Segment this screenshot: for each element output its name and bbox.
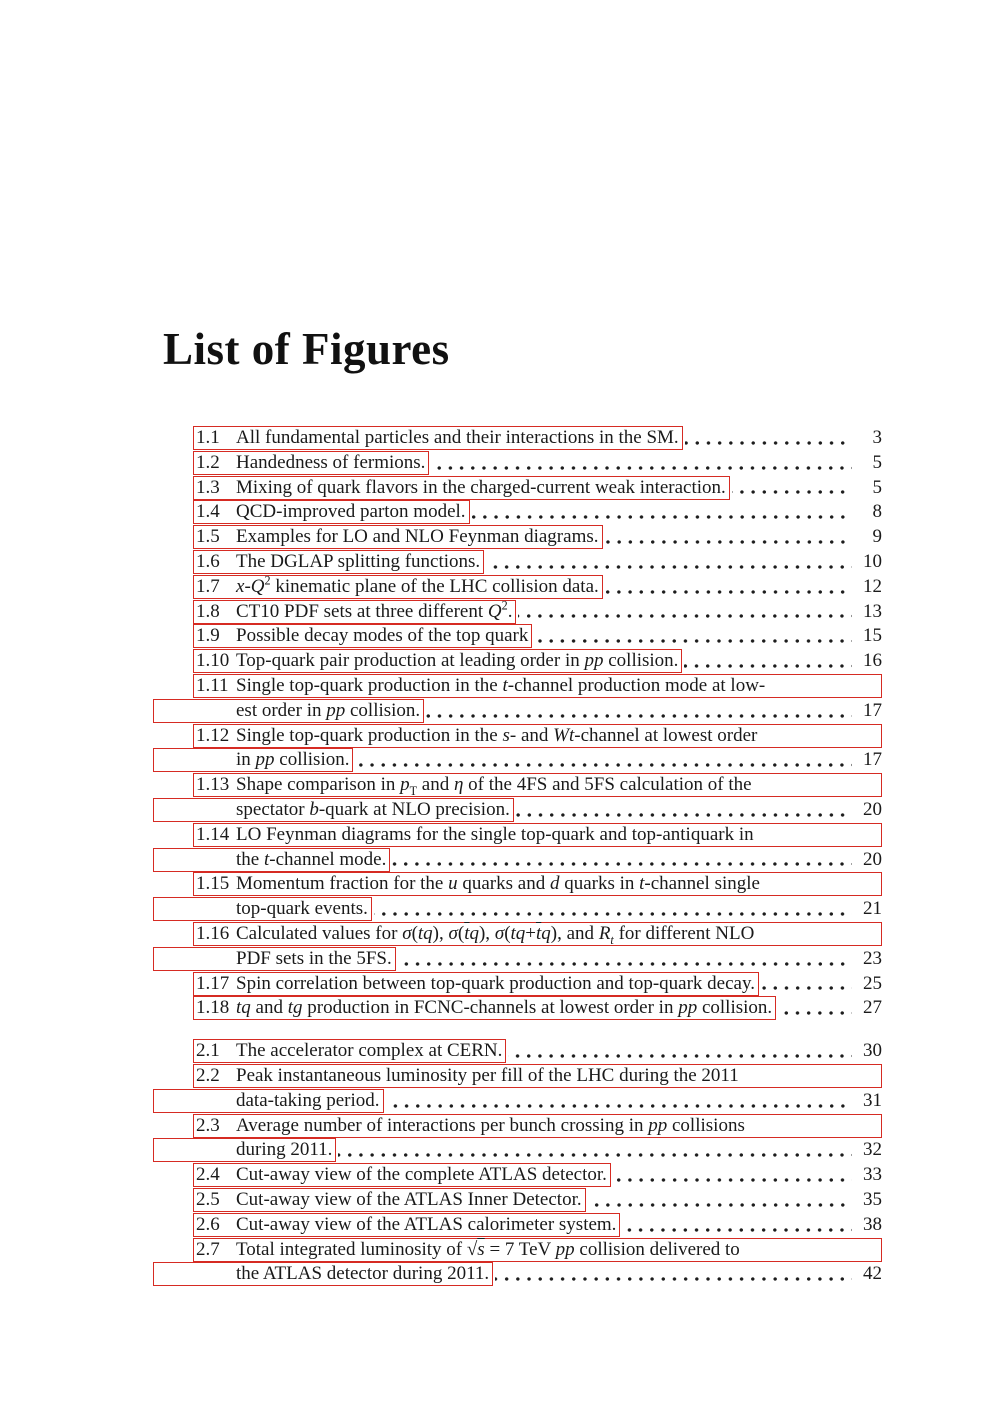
page-number: 3 [872, 427, 882, 448]
lof-entry-1-18-line1 [193, 996, 882, 1021]
figure-caption: the ATLAS detector during 2011. [236, 1263, 490, 1285]
figure-link-2-1[interactable] [193, 1039, 506, 1063]
page-number: 30 [863, 1040, 882, 1062]
page-number: 10 [863, 550, 882, 572]
figure-link-1-9[interactable] [193, 624, 532, 648]
dot-leader [426, 699, 852, 724]
figure-number: 1.6 [196, 550, 220, 572]
figure-caption: Cut-away view of the ATLAS Inner Detector. [236, 1188, 582, 1210]
figure-number: 2.3 [196, 1114, 220, 1136]
lof-entry-1-5-line1 [193, 525, 882, 550]
figure-number: 1.15 [196, 873, 230, 895]
dot-leader [472, 500, 852, 525]
lof-entry-1-17-line1 [193, 972, 882, 997]
list-of-figures [193, 426, 882, 1287]
page-number: 32 [863, 1139, 882, 1161]
figure-caption: Average number of interactions per bunch crossing in pp collisions [236, 1114, 745, 1136]
figure-number: 2.2 [196, 1064, 220, 1086]
figure-link-2-7-cont[interactable] [153, 1262, 493, 1286]
lof-entry-2-4-line1 [193, 1163, 882, 1188]
figure-link-1-16-cont[interactable] [153, 947, 396, 971]
figure-caption: during 2011. [236, 1139, 333, 1161]
dot-leader [588, 1188, 852, 1213]
figure-number: 1.13 [196, 774, 230, 796]
figure-caption: Examples for LO and NLO Feynman diagrams. [236, 526, 599, 548]
page-number: 8 [872, 501, 882, 523]
lof-entry-1-6-line1 [193, 550, 882, 575]
page-number: 25 [863, 972, 882, 994]
lof-entry-2-1-line1 [193, 1039, 882, 1064]
lof-entry-1-12-line2 [193, 748, 882, 773]
figure-link-1-8[interactable] [193, 600, 516, 624]
page-number: 17 [863, 699, 882, 721]
page-number: 17 [863, 749, 882, 771]
figure-link-2-6[interactable] [193, 1213, 620, 1237]
lof-entry-1-9-line1 [193, 624, 882, 649]
figure-link-2-3[interactable] [193, 1114, 882, 1138]
lof-entry-1-12-line1 [193, 724, 882, 749]
figure-number: 2.6 [196, 1213, 220, 1235]
figure-link-1-3[interactable] [193, 476, 730, 500]
page-number: 20 [863, 798, 882, 820]
figure-caption: Cut-away view of the ATLAS calorimeter system. [236, 1213, 617, 1235]
lof-entry-1-15-line1 [193, 872, 882, 897]
figure-caption: Spin correlation between top-quark production and top-quark decay. [236, 972, 755, 994]
dot-leader [605, 525, 853, 550]
figure-number: 1.17 [196, 972, 230, 994]
figure-caption: PDF sets in the 5FS. [236, 947, 392, 969]
dot-leader [392, 848, 852, 873]
lof-entry-1-10-line1 [193, 649, 882, 674]
figure-link-2-2-cont[interactable] [153, 1089, 384, 1113]
dot-leader [778, 996, 852, 1021]
section-gap [193, 1021, 882, 1039]
lof-entry-2-7-line2 [193, 1262, 882, 1287]
dot-leader [534, 624, 852, 649]
figure-link-1-12[interactable] [193, 724, 882, 748]
figure-number: 1.10 [196, 650, 230, 672]
figure-number: 1.2 [196, 451, 220, 473]
figure-caption: Cut-away view of the complete ATLAS detector. [236, 1164, 607, 1186]
page-number: 33 [863, 1164, 882, 1186]
lof-entry-1-8-line1 [193, 600, 882, 625]
figure-caption: Top-quark pair production at leading order in pp collision. [236, 650, 679, 672]
figure-number: 2.7 [196, 1238, 220, 1260]
dot-leader [398, 947, 852, 972]
figure-number: 1.12 [196, 724, 230, 746]
figure-link-1-15[interactable] [193, 872, 882, 896]
figure-caption: spectator b-quark at NLO precision. [236, 798, 510, 820]
figure-link-2-5[interactable] [193, 1188, 586, 1212]
figure-link-1-14-cont[interactable] [153, 848, 390, 872]
figure-link-1-5[interactable] [193, 525, 603, 549]
lof-entry-1-14-line1 [193, 823, 882, 848]
figure-number: 1.1 [196, 427, 220, 448]
dot-leader [684, 649, 852, 674]
figure-number: 1.14 [196, 823, 230, 845]
dot-leader [374, 897, 852, 922]
figure-link-1-2[interactable] [193, 451, 429, 475]
lof-entry-2-2-line2 [193, 1089, 882, 1114]
figure-caption: Momentum fraction for the u quarks and d quarks in t-channel single [236, 873, 760, 895]
page-number: 5 [872, 451, 882, 473]
figure-number: 1.5 [196, 526, 220, 548]
figure-caption: The DGLAP splitting functions. [236, 550, 481, 572]
figure-caption: Single top-quark production in the s- and Wt-channel at lowest order [236, 724, 758, 746]
page-number: 21 [863, 898, 882, 920]
lof-entry-1-16-line1 [193, 922, 882, 947]
figure-caption: Total integrated luminosity of √s = 7 TeV pp collision delivered to [236, 1238, 740, 1260]
figure-caption: the t-channel mode. [236, 848, 387, 870]
page-number: 5 [872, 476, 882, 498]
page-number: 42 [863, 1263, 882, 1285]
dot-leader [613, 1163, 852, 1188]
page-number: 31 [863, 1089, 882, 1111]
lof-entry-2-3-line2 [193, 1138, 882, 1163]
lof-entry-1-3-line1 [193, 476, 882, 501]
figure-caption: Peak instantaneous luminosity per fill of the LHC during the 2011 [236, 1064, 739, 1086]
lof-entry-1-1-line1 [193, 426, 882, 451]
dot-leader [605, 575, 852, 600]
figure-number: 1.16 [196, 922, 230, 944]
figure-caption: data-taking period. [236, 1089, 380, 1111]
figure-caption: in pp collision. [236, 749, 350, 771]
lof-entry-2-6-line1 [193, 1213, 882, 1238]
page-number: 35 [863, 1188, 882, 1210]
figure-link-1-14[interactable] [193, 823, 882, 847]
figure-number: 1.9 [196, 625, 220, 647]
figure-link-1-12-cont[interactable] [153, 748, 353, 772]
lof-entry-1-7-line1 [193, 575, 882, 600]
figure-caption: est order in pp collision. [236, 699, 421, 721]
figure-link-1-6[interactable] [193, 550, 484, 574]
figure-link-1-7[interactable] [193, 575, 603, 599]
dot-leader [761, 972, 852, 997]
figure-number: 2.5 [196, 1188, 220, 1210]
page-title: List of Figures [163, 324, 450, 375]
lof-entry-1-11-line1 [193, 674, 882, 699]
lof-entry-2-3-line1 [193, 1114, 882, 1139]
dot-leader [355, 748, 852, 773]
figure-link-1-4[interactable] [193, 500, 470, 524]
figure-number: 2.4 [196, 1164, 220, 1186]
dot-leader [622, 1213, 852, 1238]
page-number: 20 [863, 848, 882, 870]
figure-caption: Handedness of fermions. [236, 451, 426, 473]
figure-caption: Calculated values for σ(tq), $\sigma(\overline{t}q)$, $\sigma(tq+\overline{t}q)$, and $R_t$ for different NLO [236, 922, 755, 947]
figure-caption: tq and tg production in FCNC-channels at lowest order in pp collision. [236, 997, 773, 1019]
page-number: 27 [863, 997, 882, 1019]
page-number: 15 [863, 625, 882, 647]
figure-link-1-18[interactable] [193, 996, 776, 1020]
figure-caption: Single top-quark production in the t-channel production mode at low- [236, 674, 766, 696]
page-number: 13 [863, 600, 882, 622]
figure-number: 1.7 [196, 575, 220, 597]
dot-leader [518, 600, 852, 625]
dot-leader [495, 1262, 852, 1287]
figure-link-2-2[interactable] [193, 1064, 882, 1088]
dot-leader [508, 1039, 852, 1064]
lof-entry-1-13-line1 [193, 773, 882, 798]
figure-link-1-13-cont[interactable] [153, 798, 514, 822]
figure-caption: Mixing of quark flavors in the charged-current weak interaction. [236, 476, 726, 498]
dot-leader [685, 426, 852, 451]
figure-caption: The accelerator complex at CERN. [236, 1040, 503, 1062]
figure-caption: All fundamental particles and their interactions in the SM. [236, 427, 679, 448]
figure-caption: top-quark events. [236, 898, 368, 920]
figure-link-1-13[interactable] [193, 773, 882, 797]
lof-entry-2-2-line1 [193, 1064, 882, 1089]
figure-number: 1.4 [196, 501, 220, 523]
page-number: 9 [872, 526, 882, 548]
lof-entry-1-15-line2 [193, 897, 882, 922]
figure-number: 1.8 [196, 600, 220, 622]
figure-link-1-16[interactable] [193, 922, 882, 946]
figure-link-2-4[interactable] [193, 1163, 611, 1187]
figure-link-1-10[interactable] [193, 649, 682, 673]
lof-entry-1-13-line2 [193, 798, 882, 823]
dot-leader [516, 798, 852, 823]
page-number: 38 [863, 1213, 882, 1235]
figure-caption: Shape comparison in $p_T$ and η of the 4FS and 5FS calculation of the [236, 774, 752, 798]
figure-number: 1.18 [196, 997, 230, 1019]
dot-leader [431, 451, 852, 476]
lof-entry-2-7-line1 [193, 1238, 882, 1263]
figure-link-1-11[interactable] [193, 674, 882, 698]
lof-entry-1-2-line1 [193, 451, 882, 476]
figure-link-1-15-cont[interactable] [153, 897, 372, 921]
figure-link-2-3-cont[interactable] [153, 1138, 336, 1162]
figure-caption: $x-Q^2$ kinematic plane of the LHC collision data. [236, 573, 599, 597]
lof-entry-2-5-line1 [193, 1188, 882, 1213]
lof-entry-1-11-line2 [193, 699, 882, 724]
dot-leader [732, 476, 852, 501]
page-number: 23 [863, 947, 882, 969]
figure-number: 1.11 [196, 674, 229, 696]
dot-leader [338, 1138, 852, 1163]
lof-entry-1-16-line2 [193, 947, 882, 972]
page-number: 16 [863, 650, 882, 672]
figure-link-2-7[interactable] [193, 1238, 882, 1262]
lof-entry-1-14-line2 [193, 848, 882, 873]
figure-link-1-17[interactable] [193, 972, 759, 996]
dot-leader [486, 550, 852, 575]
figure-caption: QCD-improved parton model. [236, 501, 466, 523]
figure-link-1-1[interactable] [193, 426, 683, 450]
figure-number: 2.1 [196, 1040, 220, 1062]
figure-caption: LO Feynman diagrams for the single top-quark and top-antiquark in [236, 823, 754, 845]
figure-number: 1.3 [196, 476, 220, 498]
figure-link-1-11-cont[interactable] [153, 699, 424, 723]
dot-leader [386, 1089, 852, 1114]
figure-caption: Possible decay modes of the top quark [236, 625, 529, 647]
page-number: 12 [863, 575, 882, 597]
figure-caption: CT10 PDF sets at three different $Q^2$. [236, 598, 513, 622]
lof-entry-1-4-line1 [193, 500, 882, 525]
